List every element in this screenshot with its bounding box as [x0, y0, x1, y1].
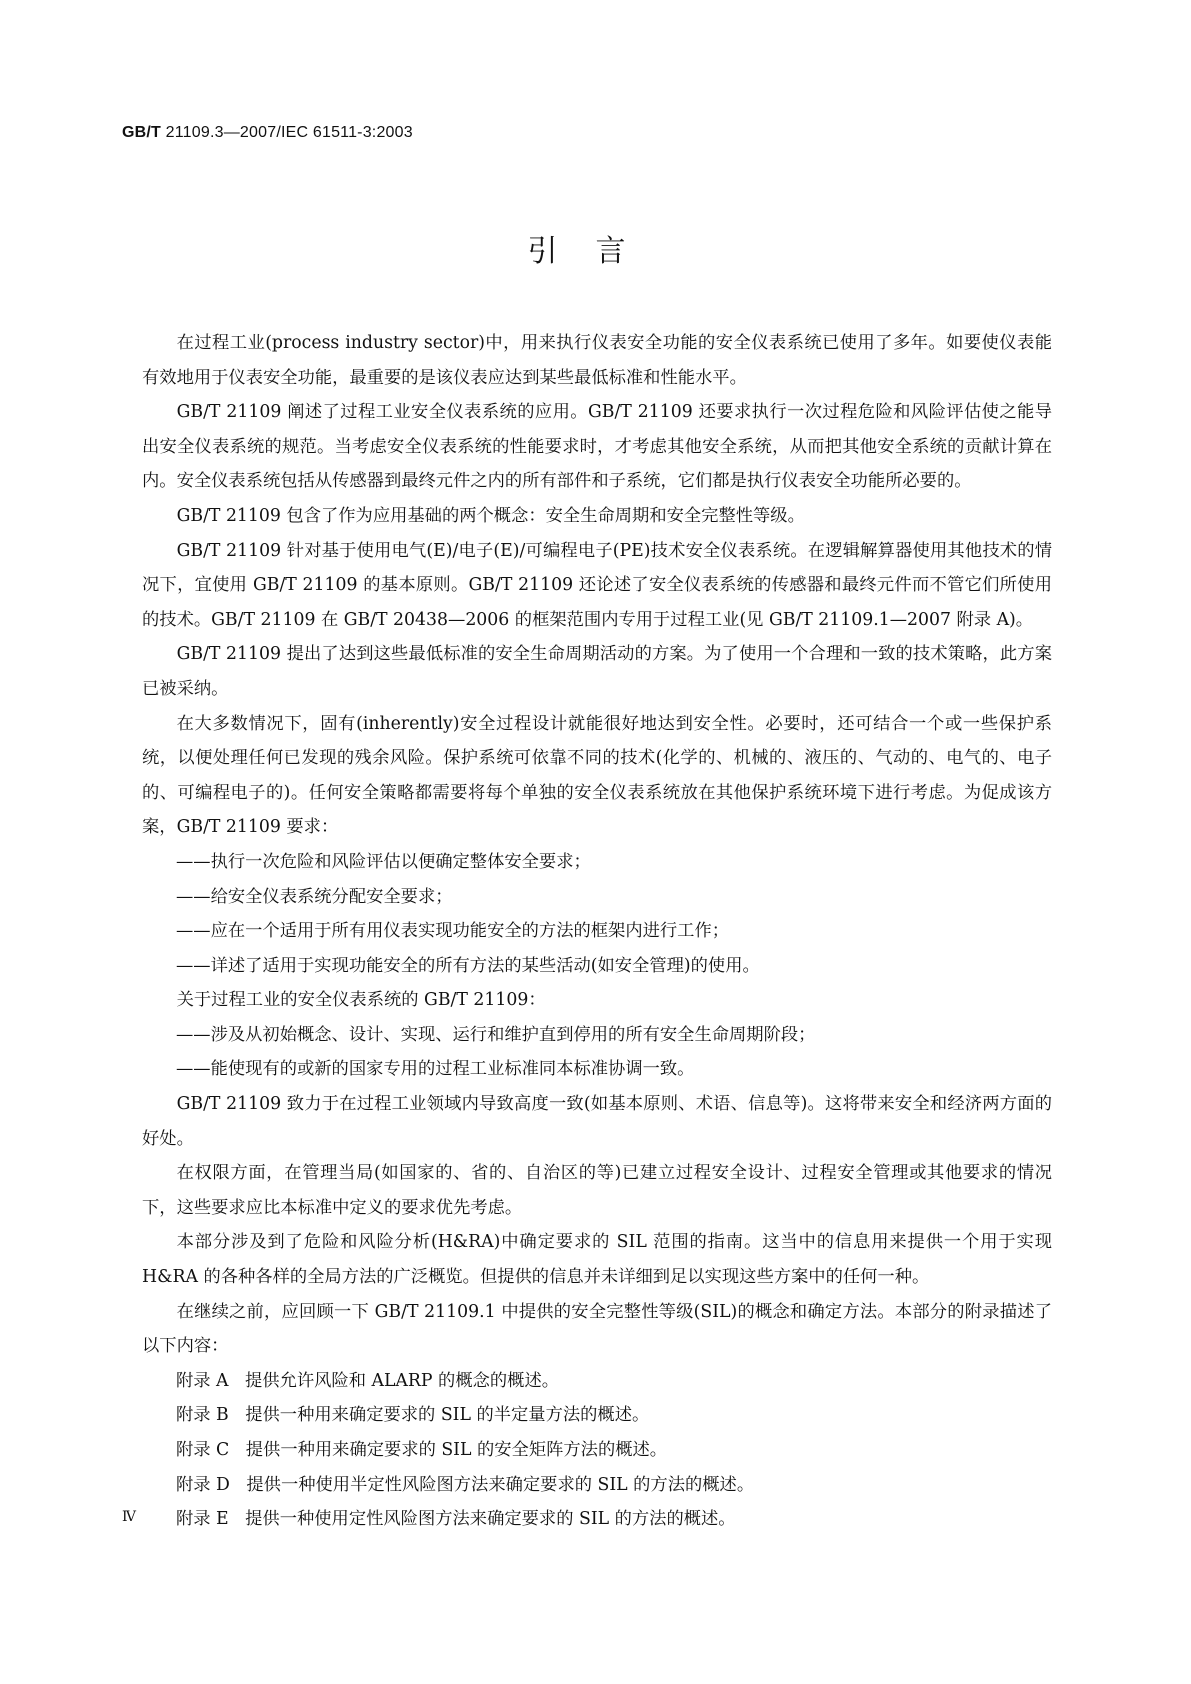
- paragraph: GB/T 21109 提出了达到这些最低标准的安全生命周期活动的方案。为了使用一个合理和一致的技术策略，此方案已被采纳。: [142, 644, 1052, 699]
- scope-intro: 关于过程工业的安全仪表系统的 GB/T 21109：: [176, 990, 546, 1011]
- annex-item: 附录 D 提供一种使用半定性风险图方法来确定要求的 SIL 的方法的概述。: [176, 1474, 755, 1495]
- foreword-body: [142, 326, 1052, 1537]
- annex-item: 附录 C 提供一种用来确定要求的 SIL 的安全矩阵方法的概述。: [176, 1440, 668, 1460]
- standard-header: [122, 124, 413, 142]
- scope-item: ——能使现有的或新的国家专用的过程工业标准同本标准协调一致。: [176, 1059, 695, 1080]
- annex-item: 附录 B 提供一种用来确定要求的 SIL 的半定量方法的概述。: [176, 1405, 650, 1426]
- paragraph: 本部分涉及到了危险和风险分析(H&RA)中确定要求的 SIL 范围的指南。这当中的信息用来提供一个用于实现 H&RA 的各种各样的全局方法的广泛概览。但提供的信息并未详细到足以实现这些方案中的任何一种。: [142, 1232, 1052, 1288]
- scope-item: ——涉及从初始概念、设计、实现、运行和维护直到停用的所有安全生命周期阶段；: [176, 1024, 816, 1045]
- paragraph: 在过程工业(process industry sector)中，用来执行仪表安全功能的安全仪表系统已使用了多年。如要使仪表能有效地用于仪表安全功能，最重要的是该仪表应达到某些最低标准和性能水平。: [142, 333, 1052, 388]
- paragraph: 在权限方面，在管理当局(如国家的、省的、自治区的等)已建立过程安全设计、过程安全管理或其他要求的情况下，这些要求应比本标准中定义的要求优先考虑。: [142, 1163, 1052, 1218]
- paragraph: GB/T 21109 阐述了过程工业安全仪表系统的应用。GB/T 21109 还要求执行一次过程危险和风险评估使之能导出安全仪表系统的规范。当考虑安全仪表系统的性能要求时，才考虑其他安全系统，从而把其他安全系统的贡献计算在内。安全仪表系统包括从传感器到最终元件之内的所有部件和子系统，它们都是执行仪表安全功能所必要的。: [142, 402, 1052, 492]
- requirement-item: ——执行一次危险和风险评估以便确定整体安全要求；: [176, 851, 591, 872]
- page-number: Ⅳ: [122, 1509, 136, 1525]
- paragraph: GB/T 21109 致力于在过程工业领域内导致高度一致(如基本原则、术语、信息等)。这将带来安全和经济两方面的好处。: [142, 1094, 1052, 1149]
- requirement-item: ——应在一个适用于所有用仪表实现功能安全的方法的框架内进行工作；: [176, 921, 730, 942]
- paragraph: GB/T 21109 包含了作为应用基础的两个概念：安全生命周期和安全完整性等级。: [176, 505, 805, 526]
- paragraph: 在大多数情况下，固有(inherently)安全过程设计就能很好地达到安全性。必要时，还可结合一个或一些保护系统，以便处理任何已发现的残余风险。保护系统可依靠不同的技术(化学的、机械的、液压的、气动的、电气的、电子的、可编程电子的)。任何安全策略都需要将每个单独的安全仪表系统放在其他保护系统环境下进行考虑。为促成该方案，GB/T 21109 要求：: [142, 713, 1052, 838]
- requirement-item: ——详述了适用于实现功能安全的所有方法的某些活动(如安全管理)的使用。: [176, 955, 760, 976]
- annex-item: 附录 E 提供一种使用定性风险图方法来确定要求的 SIL 的方法的概述。: [176, 1509, 736, 1530]
- annex-item: 附录 A 提供允许风险和 ALARP 的概念的概述。: [176, 1370, 560, 1391]
- page-title: 引言: [527, 234, 664, 269]
- standard-number: 21109.3—2007/IEC 61511-3:2003: [161, 124, 413, 141]
- paragraph: GB/T 21109 针对基于使用电气(E)/电子(E)/可编程电子(PE)技术安全仪表系统。在逻辑解算器使用其他技术的情况下，宜使用 GB/T 21109 的基本原则。GB/T 21109 还论述了安全仪表系统的传感器和最终元件而不管它们所使用的技术。GB/T 21109 在 GB/T 20438—2006 的框架范围内专用于过程工业(见 GB/T 21109.1—2007 附录 A)。: [142, 540, 1052, 630]
- paragraph: 在继续之前，应回顾一下 GB/T 21109.1 中提供的安全完整性等级(SIL)的概念和确定方法。本部分的附录描述了以下内容：: [142, 1301, 1052, 1357]
- requirement-item: ——给安全仪表系统分配安全要求；: [176, 886, 453, 907]
- standard-prefix: GB/T: [122, 124, 162, 141]
